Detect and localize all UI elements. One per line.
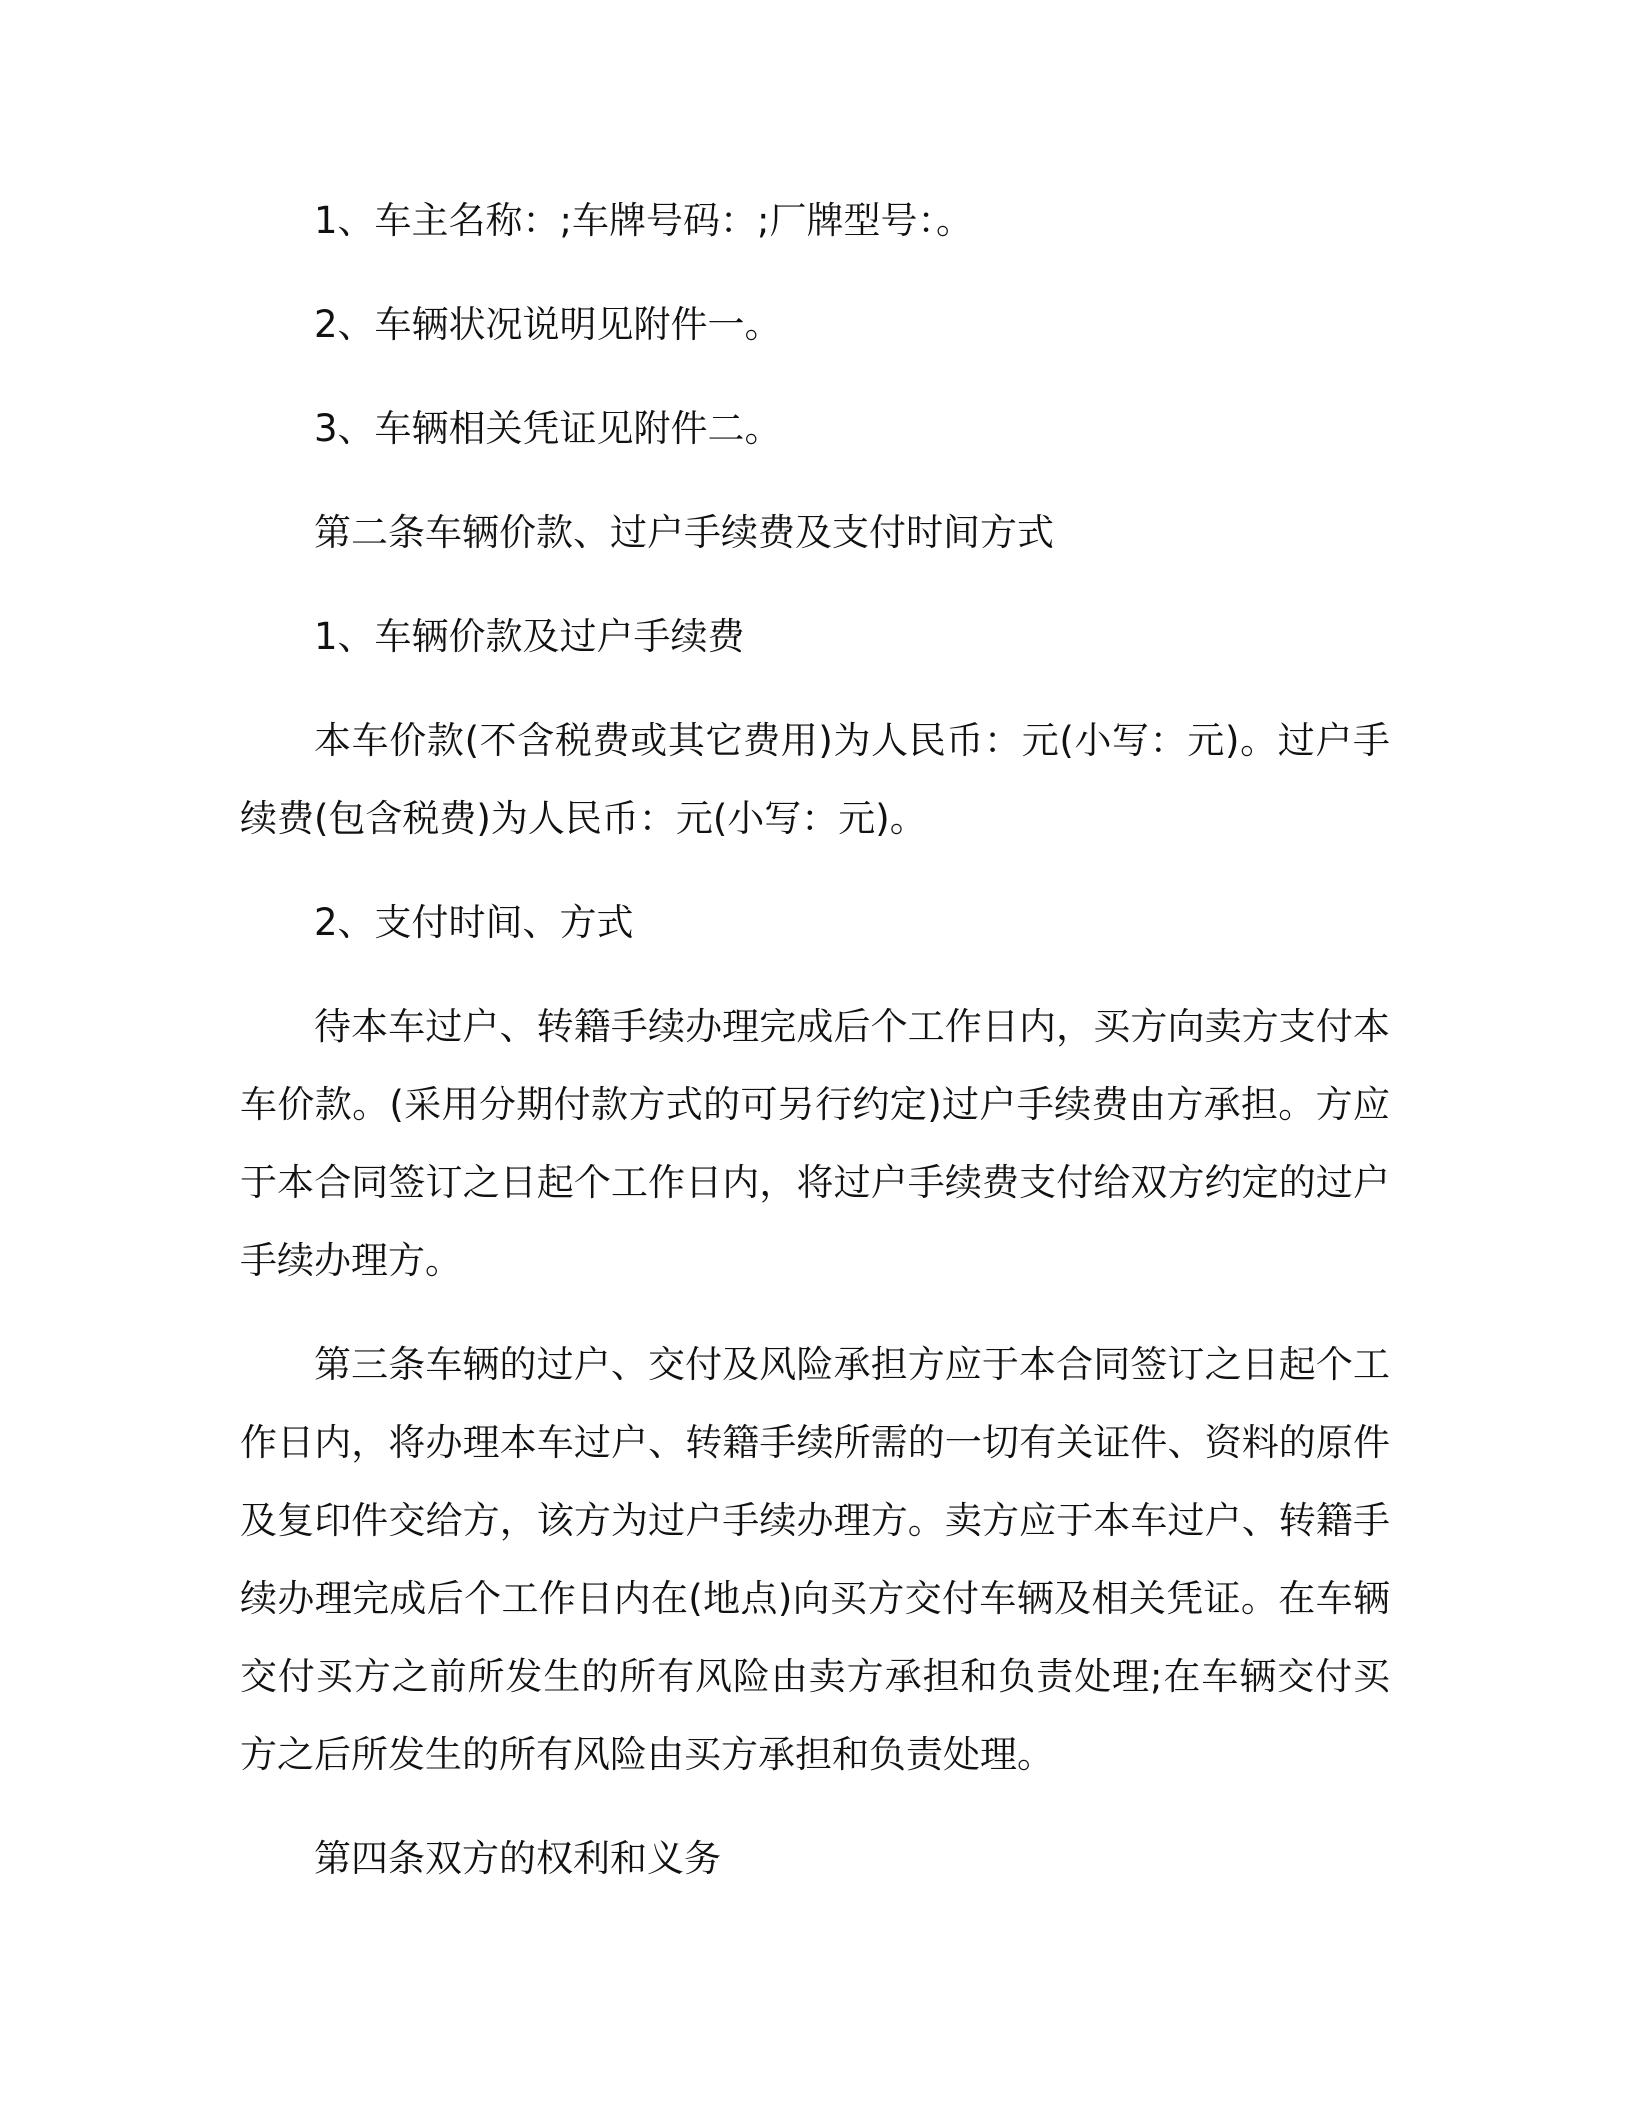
- section-heading-article-2: 第二条车辆价款、过户手续费及支付时间方式: [314, 511, 1054, 554]
- paragraph-payment-terms: 待本车过户、转籍手续办理完成后个工作日内，买方向卖方支付本车价款。(采用分期付款方式的可另行约定)过户手续费由方承担。方应于本合同签订之日起个工作日内，将过户手续费支付给双方约定的过户手续办理方。: [240, 1005, 1390, 1282]
- paragraph-payment-heading: 2、支付时间、方式: [314, 901, 634, 944]
- paragraph-vehicle-condition: 2、车辆状况说明见附件一。: [314, 303, 782, 346]
- document-body: [240, 182, 1390, 1924]
- section-heading-article-4: 第四条双方的权利和义务: [314, 1837, 721, 1880]
- paragraph-vehicle-documents: 3、车辆相关凭证见附件二。: [314, 407, 782, 450]
- paragraph-price-and-fee: 本车价款(不含税费或其它费用)为人民币：元(小写：元)。过户手续费(包含税费)为人民币：元(小写：元)。: [240, 719, 1390, 840]
- paragraph-price-and-fee-heading: 1、车辆价款及过户手续费: [314, 615, 745, 658]
- paragraph-vehicle-owner-info: 1、车主名称：;车牌号码：;厂牌型号：。: [314, 199, 973, 242]
- section-article-3-transfer-delivery-risk: 第三条车辆的过户、交付及风险承担方应于本合同签订之日起个工作日内，将办理本车过户、转籍手续所需的一切有关证件、资料的原件及复印件交给方，该方为过户手续办理方。卖方应于本车过户、转籍手续办理完成后个工作日内在(地点)向买方交付车辆及相关凭证。在车辆交付买方之前所发生的所有风险由卖方承担和负责处理;在车辆交付买方之后所发生的所有风险由买方承担和负责处理。: [240, 1343, 1390, 1776]
